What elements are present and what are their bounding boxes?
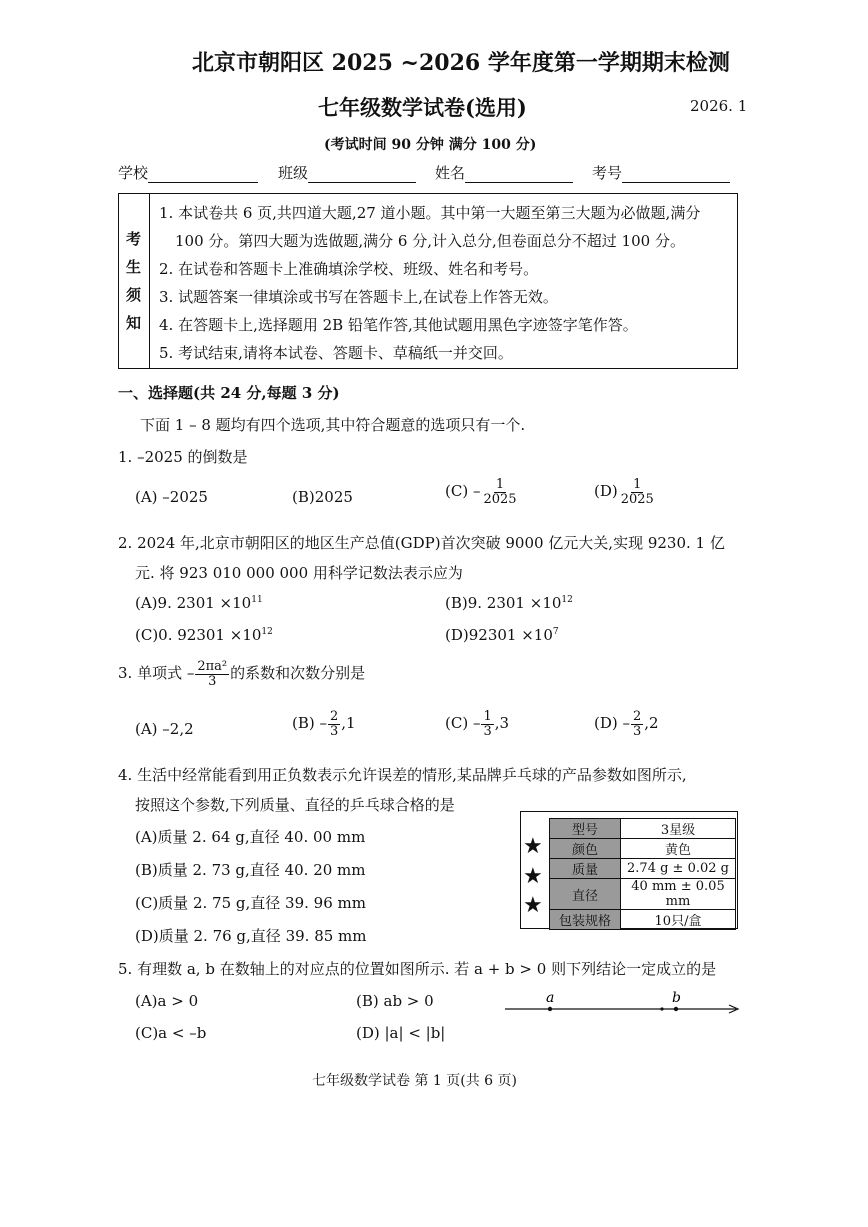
fraction-denominator: 3 <box>208 673 217 689</box>
notice-item: 100 分。第四大题为选做题,满分 6 分,计入总分,但卷面总分不超过 100 分。 <box>175 232 685 250</box>
q3-option-c <box>445 710 509 738</box>
point-a-label: a <box>546 990 555 1006</box>
exponent: 12 <box>261 627 273 637</box>
q1-option-c-label: (C) – <box>445 482 481 501</box>
point-b-dot <box>674 1007 678 1011</box>
school-label: 学校 <box>118 164 149 182</box>
q4-option-b: (B)质量 2. 73 g,直径 40. 20 mm <box>135 861 366 879</box>
notice-side-char: 生 <box>126 258 142 276</box>
q2-option-a <box>135 594 263 612</box>
class-blank <box>308 164 416 183</box>
q2-option-b <box>445 594 573 612</box>
spec-key: 型号 <box>550 819 621 839</box>
q4-stem-line1: 4. 生活中经常能看到用正负数表示允许误差的情形,某品牌乒乓球的产品参数如图所示, <box>118 766 687 784</box>
section-instruction: 下面 1 – 8 题均有四个选项,其中符合题意的选项只有一个. <box>140 416 526 434</box>
exam-date: 2026. 1 <box>690 97 748 115</box>
number-field <box>592 162 730 183</box>
q4-option-d: (D)质量 2. 76 g,直径 39. 85 mm <box>135 927 367 945</box>
spec-key: 包装规格 <box>550 910 621 930</box>
spec-row <box>550 879 736 910</box>
exponent: 12 <box>561 595 573 605</box>
q2-option-b-text: (B)9. 2301 ×10 <box>445 594 562 612</box>
spec-value: 2.74 g ± 0.02 g <box>621 859 736 879</box>
fraction-denominator: 3 <box>633 723 642 739</box>
spec-value: 40 mm ± 0.05 mm <box>621 879 736 910</box>
q3-stem-suffix: 的系数和次数分别是 <box>230 664 366 683</box>
q2-option-a-text: (A)9. 2301 ×10 <box>135 594 252 612</box>
monomial-fraction <box>195 660 229 688</box>
q3-option-c-suffix: ,3 <box>494 714 510 733</box>
star-icon: ★ <box>523 864 543 889</box>
point-b-label: b <box>672 990 681 1006</box>
q2-stem-line1: 2. 2024 年,北京市朝阳区的地区生产总值(GDP)首次突破 9000 亿元大关,实现 9230. 1 亿 <box>118 534 725 552</box>
fraction-denominator: 2025 <box>483 491 517 507</box>
q1-option-d <box>594 478 657 506</box>
fraction-numerator: 1 <box>633 477 642 492</box>
q1-option-d-label: (D) <box>594 482 618 501</box>
q5-option-a: (A)a > 0 <box>135 992 199 1010</box>
fraction <box>328 710 340 738</box>
number-blank <box>622 164 730 183</box>
q1-stem: 1. –2025 的倒数是 <box>118 448 248 466</box>
name-blank <box>465 164 573 183</box>
q5-option-b: (B) ab > 0 <box>356 992 434 1010</box>
q5-option-c: (C)a < –b <box>135 1024 207 1042</box>
tick-mark <box>660 1007 663 1010</box>
q4-option-a: (A)质量 2. 64 g,直径 40. 00 mm <box>135 828 366 846</box>
notice-item: 1. 本试卷共 6 页,共四道大题,27 道小题。其中第一大题至第三大题为必做题,满分 <box>159 204 701 222</box>
fraction-numerator: 1 <box>495 477 505 492</box>
spec-key: 质量 <box>550 859 621 879</box>
q3-option-d <box>594 710 659 738</box>
notice-item: 2. 在试卷和答题卡上准确填涂学校、班级、姓名和考号。 <box>159 260 539 278</box>
notice-side-char: 考 <box>126 230 142 248</box>
spec-value: 10只/盒 <box>621 910 736 930</box>
point-a-dot <box>548 1007 552 1011</box>
fraction <box>481 710 493 738</box>
school-blank <box>148 164 258 183</box>
q4-stem-line2: 按照这个参数,下列质量、直径的乒乓球合格的是 <box>135 796 455 814</box>
notice-item: 4. 在答题卡上,选择题用 2B 铅笔作答,其他试题用黑色字迹签字笔作答。 <box>159 316 638 334</box>
notice-side <box>119 194 150 368</box>
q3-option-c-label: (C) – <box>445 714 481 733</box>
q4-option-c: (C)质量 2. 75 g,直径 39. 96 mm <box>135 894 366 912</box>
q3-option-b <box>292 710 356 738</box>
spec-row <box>550 819 736 839</box>
q3-option-d-label: (D) – <box>594 714 630 733</box>
school-field <box>118 162 258 183</box>
spec-key: 直径 <box>550 879 621 910</box>
fraction-numerator: 2 <box>633 709 642 724</box>
fraction-numerator: 2πa² <box>197 659 228 674</box>
q2-option-d <box>445 626 559 644</box>
spec-table <box>549 818 736 930</box>
spec-key: 颜色 <box>550 839 621 859</box>
q1-option-a: (A) –2025 <box>135 488 208 506</box>
q1-option-b: (B)2025 <box>292 488 353 506</box>
fraction-numerator: 2 <box>330 709 339 724</box>
notice-item: 5. 考试结束,请将本试卷、答题卡、草稿纸一并交回。 <box>159 344 513 362</box>
spec-row <box>550 839 736 859</box>
page-footer: 七年级数学试卷 第 1 页(共 6 页) <box>312 1073 517 1089</box>
q2-stem-line2: 元. 将 923 010 000 000 用科学记数法表示应为 <box>135 564 463 582</box>
notice-side-char: 知 <box>126 314 142 332</box>
class-label: 班级 <box>278 164 309 182</box>
fraction-denominator: 3 <box>483 723 492 739</box>
fraction <box>631 710 643 738</box>
name-field <box>435 162 573 183</box>
fraction <box>481 478 518 506</box>
exponent: 11 <box>251 595 263 605</box>
q5-option-d: (D) |a| < |b| <box>356 1024 446 1042</box>
paper-subtitle: 七年级数学试卷(选用) <box>318 95 527 120</box>
q2-option-c-text: (C)0. 92301 ×10 <box>135 626 262 644</box>
fraction-denominator: 2025 <box>620 491 654 507</box>
exam-title: 北京市朝阳区 2025 ~2026 学年度第一学期期末检测 <box>192 50 730 76</box>
q3-option-b-suffix: ,1 <box>341 714 356 733</box>
name-label: 姓名 <box>435 164 466 182</box>
spec-value: 黄色 <box>621 839 736 859</box>
number-label: 考号 <box>592 164 623 182</box>
spec-row <box>550 910 736 930</box>
q2-option-d-text: (D)92301 ×10 <box>445 626 553 644</box>
star-icon: ★ <box>523 893 543 918</box>
notice-item: 3. 试题答案一律填涂或书写在答题卡上,在试卷上作答无效。 <box>159 288 558 306</box>
q3-option-a: (A) –2,2 <box>135 720 194 738</box>
fraction-numerator: 1 <box>483 709 492 724</box>
q5-stem: 5. 有理数 a, b 在数轴上的对应点的位置如图所示. 若 a + b > 0 则下列结论一定成立的是 <box>118 960 717 978</box>
q3-stem-prefix: 3. 单项式 – <box>118 664 195 683</box>
notice-box <box>118 193 738 369</box>
q2-option-c <box>135 626 273 644</box>
exponent: 7 <box>552 627 559 637</box>
section-heading: 一、选择题(共 24 分,每题 3 分) <box>118 384 340 402</box>
spec-row <box>550 859 736 879</box>
product-spec-card <box>520 811 738 929</box>
exam-info: (考试时间 90 分钟 满分 100 分) <box>324 137 537 153</box>
spec-value: 3星级 <box>621 819 736 839</box>
q3-option-d-suffix: ,2 <box>644 714 659 733</box>
star-icon: ★ <box>523 834 543 859</box>
q3-option-b-label: (B) – <box>292 714 327 733</box>
fraction <box>619 478 656 506</box>
class-field <box>278 162 416 183</box>
fraction-denominator: 3 <box>330 723 339 739</box>
notice-side-char: 须 <box>126 286 142 304</box>
q1-option-c <box>445 478 520 506</box>
q3-stem <box>118 660 365 688</box>
number-line <box>500 985 745 1025</box>
